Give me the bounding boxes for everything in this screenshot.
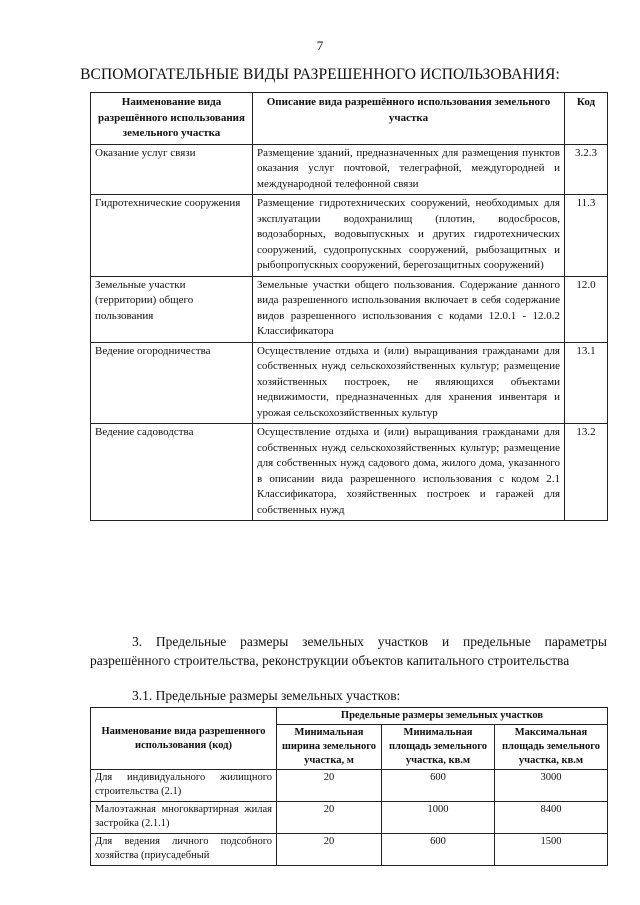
table-row bbox=[91, 342, 608, 424]
table-row bbox=[91, 195, 608, 277]
table-row bbox=[91, 424, 608, 521]
table-header-row bbox=[91, 93, 608, 145]
plot-size-limits-table bbox=[90, 707, 608, 866]
use-name: Для индивидуального жилищного строительства (2.1) bbox=[91, 770, 277, 802]
max-area-value: 3000 bbox=[495, 770, 608, 802]
use-description: Размещение зданий, предназначенных для размещения пунктов оказания услуг почтовой, телеграфной, междугородней и международной телефонной связи bbox=[253, 144, 565, 195]
use-description: Осуществление отдыха и (или) выращивания гражданами для собственных нужд сельскохозяйственных культур; размещение для собственных нужд садового дома, жилого дома, указанного в описании вида разрешенного использования с кодом 2.1 Классификатора, хозяйственных построек и гаражей для собственных нужд bbox=[253, 424, 565, 521]
header-use-name: Наименование вида разрешенного использования (код) bbox=[91, 708, 277, 770]
header-min-width: Минимальная ширина земельного участка, м bbox=[277, 725, 382, 770]
min-width-value: 20 bbox=[277, 770, 382, 802]
section-3-paragraph bbox=[90, 632, 607, 670]
header-limits-group: Предельные размеры земельных участков bbox=[277, 708, 608, 725]
table-header-row bbox=[91, 708, 608, 725]
use-code: 13.2 bbox=[565, 424, 608, 521]
table-row bbox=[91, 276, 608, 342]
use-name: Ведение огородничества bbox=[91, 342, 253, 424]
min-width-value: 20 bbox=[277, 802, 382, 834]
use-code: 13.1 bbox=[565, 342, 608, 424]
auxiliary-uses-table bbox=[90, 92, 608, 521]
use-description: Земельные участки общего пользования. Содержание данного вида разрешенного использования включает в себя содержание видов разрешенного использования с кодами 12.0.1 - 12.0.2 Классификатора bbox=[253, 276, 565, 342]
min-area-value: 600 bbox=[382, 770, 495, 802]
section-3-text: 3. Предельные размеры земельных участков и предельные параметры разрешённого строительства, реконструкции объектов капитального строительства bbox=[90, 634, 607, 668]
header-code: Код bbox=[565, 93, 608, 145]
header-use-description: Описание вида разрешённого использования земельного участка bbox=[253, 93, 565, 145]
page-number: 7 bbox=[316, 38, 324, 53]
table-row bbox=[91, 144, 608, 195]
use-name: Гидротехнические сооружения bbox=[91, 195, 253, 277]
use-name: Ведение садоводства bbox=[91, 424, 253, 521]
use-description: Осуществление отдыха и (или) выращивания гражданами для собственных нужд сельскохозяйственных культур; размещение хозяйственных построек, не являющихся объектами недвижимости, предназначенных для хранения инвентаря и урожая сельскохозяйственных культур bbox=[253, 342, 565, 424]
min-area-value: 1000 bbox=[382, 802, 495, 834]
use-name: Оказание услуг связи bbox=[91, 144, 253, 195]
use-name: Для ведения личного подсобного хозяйства (приусадебный bbox=[91, 834, 277, 866]
use-code: 11.3 bbox=[565, 195, 608, 277]
use-description: Размещение гидротехнических сооружений, необходимых для эксплуатации водохранилищ (плотин, водосбросов, водозаборных, водовыпускных и других гидротехнических сооружений, судопропускных сооружений, рыбозащитных и рыбопропускных сооружений, берегозащитных сооружений) bbox=[253, 195, 565, 277]
use-code: 3.2.3 bbox=[565, 144, 608, 195]
header-max-area: Максимальная площадь земельного участка, кв.м bbox=[495, 725, 608, 770]
min-width-value: 20 bbox=[277, 834, 382, 866]
use-code: 12.0 bbox=[565, 276, 608, 342]
header-use-name: Наименование вида разрешённого использования земельного участка bbox=[91, 93, 253, 145]
table-row bbox=[91, 802, 608, 834]
table-row bbox=[91, 770, 608, 802]
use-name: Малоэтажная многоквартирная жилая застройка (2.1.1) bbox=[91, 802, 277, 834]
table-row bbox=[91, 834, 608, 866]
max-area-value: 1500 bbox=[495, 834, 608, 866]
section-heading: ВСПОМОГАТЕЛЬНЫЕ ВИДЫ РАЗРЕШЕННОГО ИСПОЛЬЗОВАНИЯ: bbox=[80, 66, 560, 83]
max-area-value: 8400 bbox=[495, 802, 608, 834]
section-3-1-title: 3.1. Предельные размеры земельных участков: bbox=[132, 688, 401, 703]
header-min-area: Минимальная площадь земельного участка, кв.м bbox=[382, 725, 495, 770]
min-area-value: 600 bbox=[382, 834, 495, 866]
use-name: Земельные участки (территории) общего пользования bbox=[91, 276, 253, 342]
